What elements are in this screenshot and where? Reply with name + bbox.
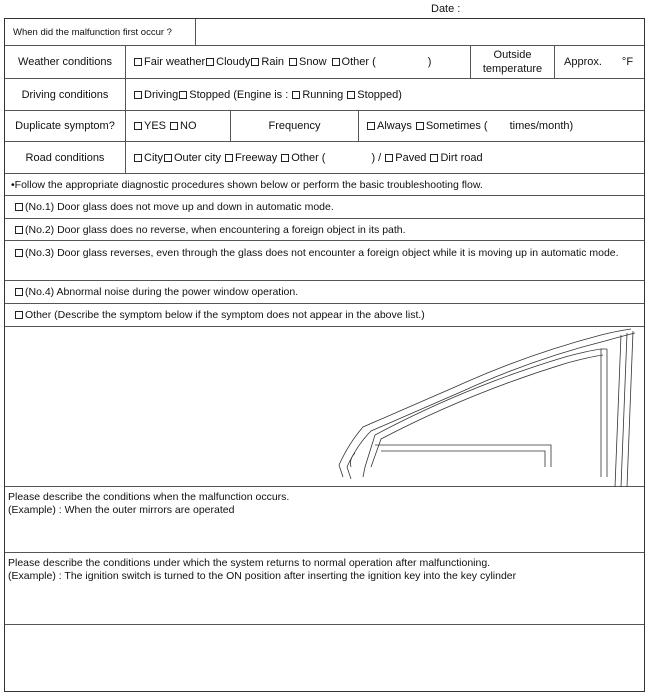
checkbox-icon: [134, 122, 142, 130]
outside-temperature-label: Outside temperature: [470, 46, 554, 78]
checkbox-icon: [292, 91, 300, 99]
approx-label: Approx.: [564, 56, 602, 68]
door-window-illustration: [5, 327, 644, 487]
checkbox-icon: [251, 58, 259, 66]
malfunction-example: (Example) : When the outer mirrors are operated: [8, 504, 235, 516]
road-options: [125, 142, 644, 173]
road-option-other[interactable]: Other (: [281, 152, 325, 164]
checkbox-icon: [416, 122, 424, 130]
first-occur-row: [5, 19, 644, 46]
checkbox-icon: [367, 122, 375, 130]
malfunction-prompt: Please describe the conditions when the malfunction occurs.: [8, 491, 290, 503]
checkbox-icon: [134, 154, 142, 162]
frequency-options: [358, 111, 644, 141]
first-occur-label: When did the malfunction first occur ?: [5, 19, 196, 45]
symptom-label: (No.4) Abnormal noise during the power window operation.: [25, 286, 299, 298]
driving-option-engine-stopped[interactable]: Stopped): [347, 89, 402, 101]
symptom-row[interactable]: [5, 281, 644, 304]
symptom-label: Other (Describe the symptom below if the symptom does not appear in the above list.): [25, 309, 425, 321]
frequency-option-always[interactable]: Always: [367, 120, 412, 132]
weather-row: [5, 46, 644, 79]
checkbox-icon: [206, 58, 214, 66]
illustration-area[interactable]: [5, 327, 644, 487]
driving-option-running[interactable]: Running: [292, 89, 343, 101]
date-label: Date :: [431, 3, 461, 15]
weather-option-rain[interactable]: Rain: [251, 56, 284, 68]
symptom-label: (No.3) Door glass reverses, even through the glass does not encounter a foreign object while it is moving up in automatic mode.: [25, 247, 619, 259]
driving-label: Driving conditions: [21, 88, 109, 101]
checkbox-icon[interactable]: [15, 203, 23, 211]
weather-option-cloudy[interactable]: Cloudy: [206, 56, 250, 68]
instruction-text: •Follow the appropriate diagnostic procedures shown below or perform the basic troubleshooting flow.: [11, 178, 483, 191]
temperature-field[interactable]: [554, 46, 644, 78]
checkbox-icon[interactable]: [15, 288, 23, 296]
driving-option-stopped[interactable]: Stopped (Engine is :: [179, 89, 288, 101]
recovery-prompt: Please describe the conditions under which the system returns to normal operation after malfunctioning.: [8, 557, 491, 569]
symptom-row[interactable]: [5, 241, 644, 281]
frequency-suffix: times/month): [509, 120, 574, 132]
checkbox-icon: [134, 91, 142, 99]
checkbox-icon: [281, 154, 289, 162]
checkbox-icon: [347, 91, 355, 99]
duplicate-option-no[interactable]: NO: [170, 120, 197, 132]
checkbox-icon: [332, 58, 340, 66]
checkbox-icon: [430, 154, 438, 162]
road-option-paved[interactable]: Paved: [385, 152, 426, 164]
weather-other-close: ): [427, 56, 432, 68]
weather-label: Weather conditions: [18, 56, 112, 68]
weather-option-other[interactable]: Other (: [332, 56, 376, 68]
symptom-label: (No.1) Door glass does not move up and down in automatic mode.: [25, 201, 334, 213]
checkbox-icon[interactable]: [15, 226, 23, 234]
symptom-row[interactable]: [5, 304, 644, 327]
diagnostic-worksheet: [4, 18, 645, 692]
weather-option-snow[interactable]: Snow: [289, 56, 327, 68]
checkbox-icon: [385, 154, 393, 162]
driving-options: [125, 79, 644, 110]
road-option-freeway[interactable]: Freeway: [225, 152, 277, 164]
recovery-example: (Example) : The ignition switch is turned to the ON position after inserting the ignition key into the key cylinder: [8, 570, 517, 582]
checkbox-icon: [289, 58, 297, 66]
malfunction-conditions-field[interactable]: [5, 487, 644, 553]
road-option-outer-city[interactable]: Outer city: [164, 152, 221, 164]
checkbox-icon: [225, 154, 233, 162]
duplicate-option-yes[interactable]: YES: [134, 120, 166, 132]
first-occur-field[interactable]: [196, 19, 644, 45]
road-option-dirt[interactable]: Dirt road: [430, 152, 482, 164]
duplicate-label: Duplicate symptom?: [15, 120, 115, 132]
checkbox-icon[interactable]: [15, 249, 23, 257]
symptom-row[interactable]: [5, 219, 644, 241]
road-option-city[interactable]: City: [134, 152, 163, 164]
frequency-label: Frequency: [230, 111, 358, 141]
duplicate-options: [125, 111, 230, 141]
symptom-row[interactable]: [5, 196, 644, 219]
symptom-label: (No.2) Door glass does no reverse, when encountering a foreign object in its path.: [25, 223, 406, 236]
notes-area[interactable]: [5, 625, 644, 691]
road-label: Road conditions: [25, 151, 105, 164]
temperature-unit: °F: [621, 56, 634, 68]
checkbox-icon[interactable]: [15, 311, 23, 319]
weather-option-fair[interactable]: Fair weather: [134, 56, 205, 68]
road-row: [5, 142, 644, 174]
duplicate-row: [5, 111, 644, 142]
checkbox-icon: [164, 154, 172, 162]
checkbox-icon: [134, 58, 142, 66]
driving-row: [5, 79, 644, 111]
checkbox-icon: [170, 122, 178, 130]
road-separator: ) /: [371, 151, 382, 164]
recovery-conditions-field[interactable]: [5, 553, 644, 625]
frequency-option-sometimes[interactable]: Sometimes (: [416, 120, 488, 132]
instruction-row: [5, 174, 644, 196]
driving-option-driving[interactable]: Driving: [134, 89, 178, 101]
checkbox-icon: [179, 91, 187, 99]
weather-options: [125, 46, 470, 78]
